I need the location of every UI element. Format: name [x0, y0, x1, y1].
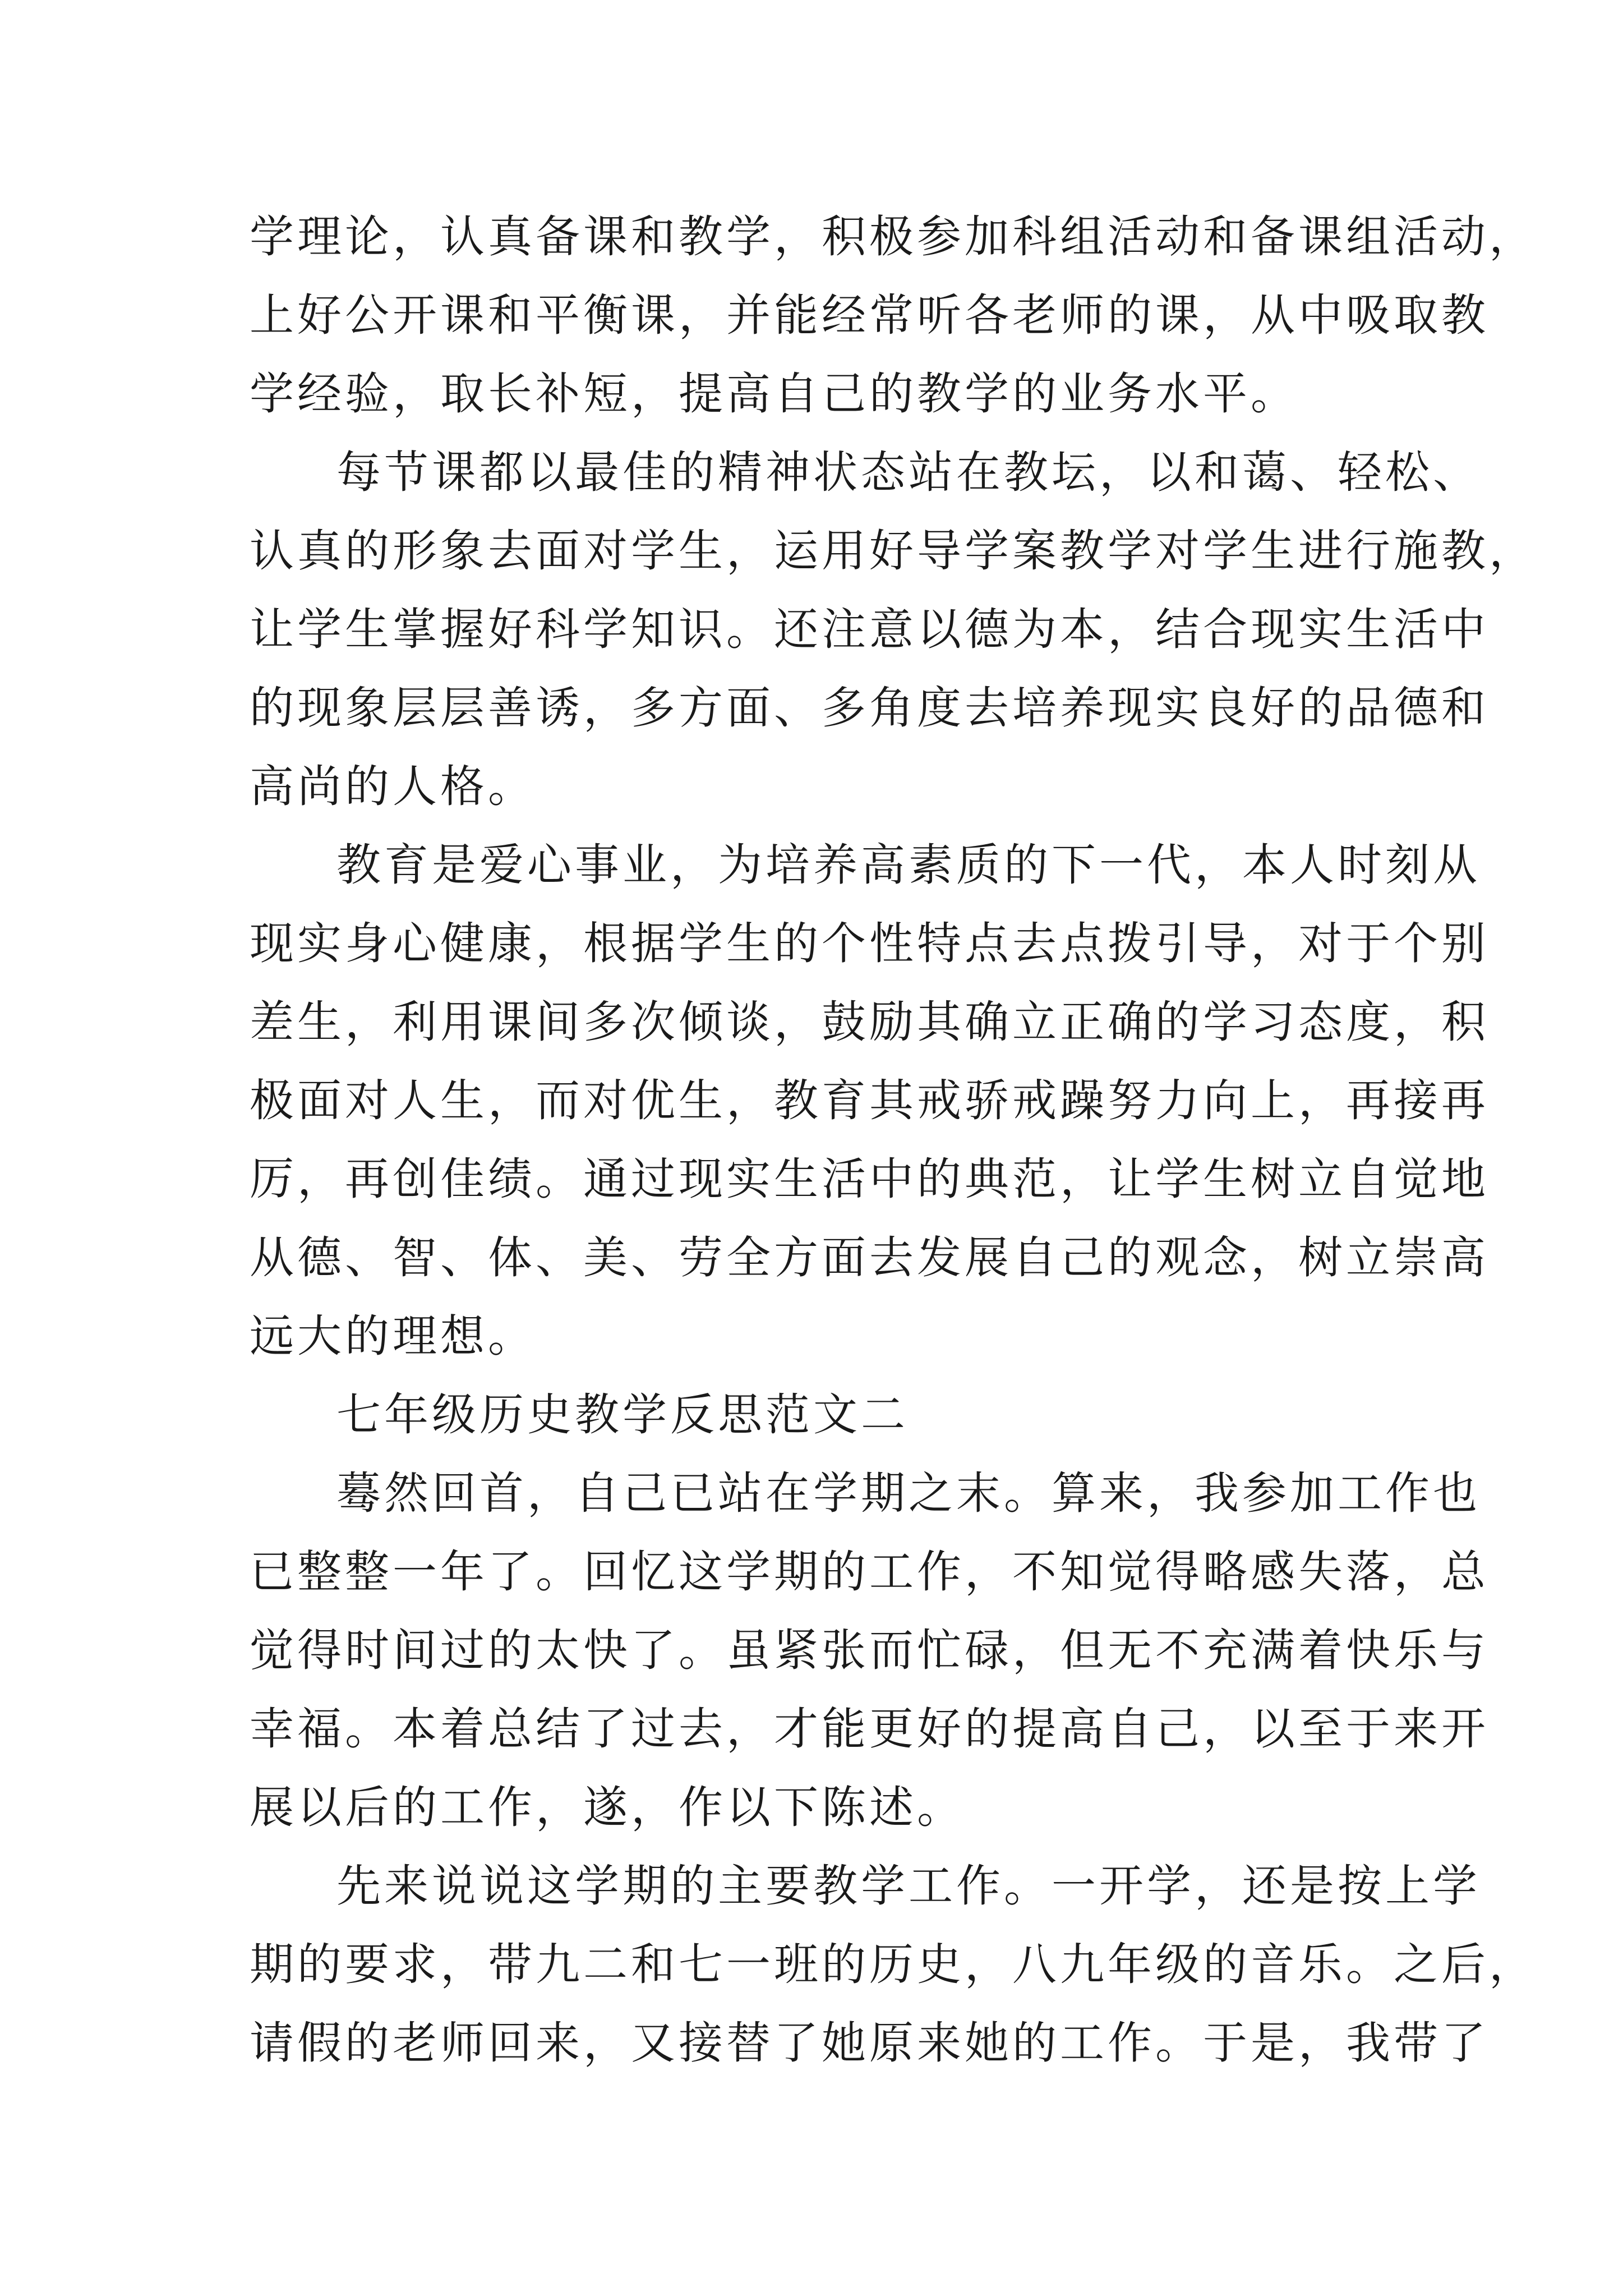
text-line: 觉得时间过的太快了。虽紧张而忙碌，但无不充满着快乐与 [250, 1625, 1489, 1676]
paragraph-first-line: 蓦然回首，自己已站在学期之末。算来，我参加工作也 [336, 1467, 1481, 1519]
text-line: 请假的老师回来，又接替了她原来她的工作。于是，我带了 [250, 2017, 1489, 2069]
text-line: 展以后的工作，遂，作以下陈述。 [250, 1782, 965, 1833]
text-line: 学理论，认真备课和教学，积极参加科组活动和备课组活动， [250, 211, 1537, 263]
text-line: 让学生掌握好科学知识。还注意以德为本，结合现实生活中 [250, 604, 1489, 655]
text-line: 的现象层层善诱，多方面、多角度去培养现实良好的品德和 [250, 682, 1489, 734]
text-line: 期的要求，带九二和七一班的历史，八九年级的音乐。之后， [250, 1939, 1537, 1990]
text-line: 高尚的人格。 [250, 761, 536, 812]
text-line: 差生，利用课间多次倾谈，鼓励其确立正确的学习态度，积 [250, 996, 1489, 1048]
text-line: 认真的形象去面对学生，运用好导学案教学对学生进行施教， [250, 525, 1537, 577]
text-line: 极面对人生，而对优生，教育其戒骄戒躁努力向上，再接再 [250, 1075, 1489, 1126]
section-heading: 七年级历史教学反思范文二 [336, 1389, 909, 1441]
text-line: 上好公开课和平衡课，并能经常听各老师的课，从中吸取教 [250, 289, 1489, 341]
paragraph-first-line: 教育是爱心事业，为培养高素质的下一代，本人时刻从 [336, 839, 1481, 891]
text-line: 幸福。本着总结了过去，才能更好的提高自己，以至于来开 [250, 1703, 1489, 1755]
text-line: 厉，再创佳绩。通过现实生活中的典范，让学生树立自觉地 [250, 1153, 1489, 1205]
text-line: 从德、智、体、美、劳全方面去发展自己的观念，树立崇高 [250, 1232, 1489, 1283]
text-line: 远大的理想。 [250, 1310, 536, 1362]
paragraph-first-line: 每节课都以最佳的精神状态站在教坛，以和蔼、轻松、 [336, 447, 1481, 498]
paragraph-first-line: 先来说说这学期的主要教学工作。一开学，还是按上学 [336, 1860, 1481, 1912]
text-line: 学经验，取长补短，提高自己的教学的业务水平。 [250, 368, 1298, 420]
text-line: 现实身心健康，根据学生的个性特点去点拨引导，对于个别 [250, 918, 1489, 969]
text-line: 已整整一年了。回忆这学期的工作，不知觉得略感失落，总 [250, 1546, 1489, 1598]
